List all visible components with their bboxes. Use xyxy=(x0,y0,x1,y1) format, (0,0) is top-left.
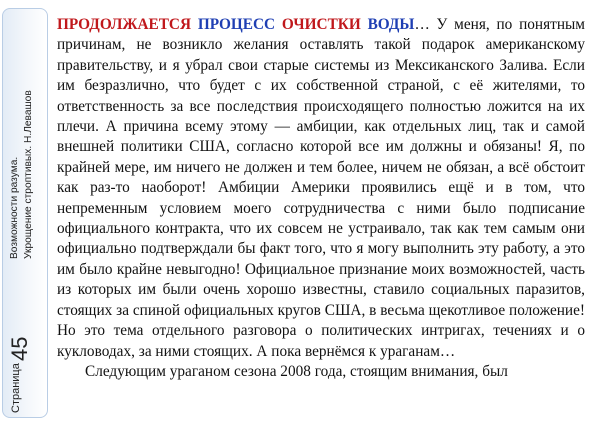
heading-word-1: ПРОДОЛЖАЕТСЯ xyxy=(57,16,192,33)
page-body xyxy=(57,15,585,382)
book-title-line1: Возможности разума. xyxy=(9,156,20,259)
paragraph-2 xyxy=(57,362,585,382)
page-number: 45 xyxy=(7,336,32,361)
book-title-line2: Укрощение строптивых. Н.Левашов xyxy=(23,90,34,259)
paragraph-2-text: Следующим ураганом сезона 2008 года, стоящим внимания, был xyxy=(85,362,508,380)
paragraph-1 xyxy=(57,15,585,362)
heading-word-3: ОЧИСТКИ xyxy=(281,16,361,33)
heading-word-2: ПРОЦЕСС xyxy=(197,16,276,33)
paragraph-1-text: … У меня, по понятным причинам, не возникло желания оставлять такой подарок американскому правительству, и я убрал свои старые системы из Мексиканского Залива. Если им безразлично, что будет с их собственной страной, с её жителями, то ответственность за все последствия происходящего полностью ложится на их плечи. А причина всему этому — амбиции, как отдельных лиц, так и самой внешней политики США, согласно которой все им должны и обязаны! Я, по крайней мере, им ничего не должен и тем более, ничем не обязан, а всё обстоит как раз-то наоборот! Амбиции Америки проявились ещё и в том, что непременным условием моего сотрудничества с ними было подписание официального контракта, что их совсем не устраивало, так как тем самым они официально подтверждали бы факт того, что я могу выполнить эту работу, а это им было крайне невыгодно! Официальное признание моих возможностей, часть из которых им были очень хорошо известны, ставило социальных паразитов, стоящих за спиной официальных кругов США, в весьма щекотливое положение! Но это тема отдельного разговора о политических интригах, течениях и о кукловодах, за ними стоящих. А пока вернёмся к ураганам… xyxy=(57,16,585,360)
heading-word-4: ВОДЫ xyxy=(367,16,415,33)
book-title xyxy=(8,90,36,259)
page-sidebar xyxy=(2,8,48,418)
page-label: Страница xyxy=(10,363,22,413)
